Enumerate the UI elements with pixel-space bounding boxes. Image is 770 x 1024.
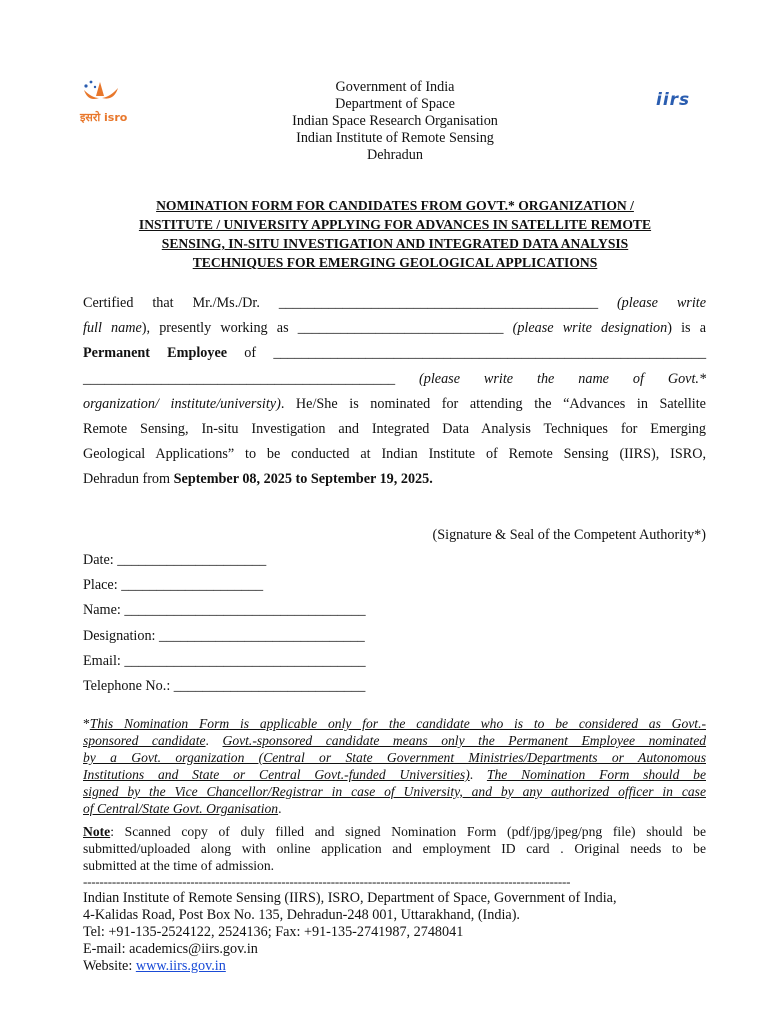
- isro-logo: [78, 78, 140, 128]
- iirs-logo: iirs: [656, 90, 691, 110]
- title-line-3: SENSING, IN-SITU INVESTIGATION AND INTEGRATED DATA ANALYSIS: [161, 236, 629, 251]
- footnote-line-3: by a Govt. organization (Central or State Government Ministries/Departments or Autonomous: [83, 750, 706, 765]
- footnote-line-5: signed by the Vice Chancellor/Registrar in case of University, and by any authorized officer in case: [83, 784, 706, 799]
- certificate-line-2: full name), presently working as _____________________________ (please write designation) is a: [83, 320, 706, 337]
- telephone-field: Telephone No.: ___________________________: [83, 677, 366, 694]
- letterhead: [200, 79, 590, 164]
- full-name-blank: _____________________________________________: [278, 295, 599, 311]
- footnote-line-2: sponsored candidate. Govt.-sponsored candidate means only the Permanent Employee nominated: [83, 733, 707, 748]
- signature-label: (Signature & Seal of the Competent Authority*): [432, 527, 706, 543]
- contact-line-5: Website: www.iirs.gov.in: [83, 958, 226, 974]
- contact-line-3: Tel: +91-135-2524122, 2524136; Fax: +91-135-2741987, 2748041: [83, 924, 464, 940]
- contact-footer: [83, 890, 617, 975]
- footnote-line-1: *This Nomination Form is applicable only for the candidate who is to be considered as Govt.-: [83, 716, 706, 731]
- header-line-3: Indian Space Research Organisation: [292, 113, 498, 129]
- note-line-2: submitted/uploaded along with online application and employment ID card . Original needs to be: [83, 841, 706, 856]
- course-dates: September 08, 2025 to September 19, 2025.: [173, 471, 433, 488]
- footnote-line-4: Institutions and State or Central Govt.-funded Universities). The Nomination Form should be: [83, 767, 706, 782]
- organization-name-blank: ____________________________________________: [83, 370, 396, 387]
- designation-field: Designation: _____________________________: [83, 627, 365, 644]
- designation-blank: _____________________________: [297, 320, 504, 337]
- dashed-divider: ----------------------------------------------------------------------------------------------------------------------: [83, 874, 571, 889]
- date-field: Date: _____________________: [83, 552, 267, 568]
- email-field: Email: __________________________________: [83, 652, 366, 669]
- isro-logo-text: इसरो isro: [80, 111, 128, 124]
- certificate-body: [83, 291, 706, 493]
- note-line-3: submitted at the time of admission.: [83, 858, 275, 873]
- contact-line-1: Indian Institute of Remote Sensing (IIRS), ISRO, Department of Space, Government of India,: [83, 890, 617, 906]
- header-line-1: Government of India: [335, 79, 455, 95]
- place-field: Place: ____________________: [83, 577, 264, 594]
- footnote-line-6: of Central/State Govt. Organisation.: [83, 801, 282, 816]
- certificate-line-5: organization/ institute/university). He/She is nominated for attending the “Advances in Satellite: [83, 395, 706, 412]
- note-line-1: Note: Scanned copy of duly filled and signed Nomination Form (pdf/jpg/jpeg/png file) should be: [83, 824, 706, 839]
- certificate-line-7: Geological Applications” to be conducted at Indian Institute of Remote Sensing (IIRS), ISRO,: [83, 446, 706, 463]
- title-line-2: INSTITUTE / UNIVERSITY APPLYING FOR ADVANCES IN SATELLITE REMOTE: [138, 217, 652, 232]
- header-line-5: Dehradun: [367, 147, 423, 163]
- submission-note: [83, 823, 706, 874]
- certificate-line-6: Remote Sensing, In-situ Investigation and Integrated Data Analysis Techniques for Emerging: [83, 420, 706, 437]
- header-line-2: Department of Space: [335, 96, 455, 112]
- website-link[interactable]: www.iirs.gov.in: [135, 958, 226, 974]
- title-line-1: NOMINATION FORM FOR CANDIDATES FROM GOVT.* ORGANIZATION /: [156, 198, 634, 213]
- contact-line-2: 4-Kalidas Road, Post Box No. 135, Dehradun-248 001, Uttarakhand, (India).: [83, 907, 520, 923]
- certificate-line-8: Dehradun from September 08, 2025 to September 19, 2025.: [83, 471, 433, 488]
- certificate-line-3: Permanent Employee of _____________________________________________________________: [83, 345, 707, 362]
- header-line-4: Indian Institute of Remote Sensing: [296, 130, 494, 146]
- note-label: Note: [83, 824, 111, 839]
- name-field: Name: __________________________________: [83, 602, 366, 619]
- title-line-4: TECHNIQUES FOR EMERGING GEOLOGICAL APPLICATIONS: [192, 255, 598, 270]
- form-title: [84, 196, 706, 272]
- certificate-line-4: ____________________________________________ (please write the name of Govt.*: [83, 370, 707, 387]
- footnote: [83, 715, 706, 817]
- authority-details: [83, 548, 366, 699]
- contact-line-4: E-mail: academics@iirs.gov.in: [83, 941, 258, 957]
- organization-blank: _____________________________________________________________: [273, 345, 707, 362]
- certificate-line-1: Certified that Mr./Ms./Dr. _____________________________________________ (please write: [83, 295, 706, 311]
